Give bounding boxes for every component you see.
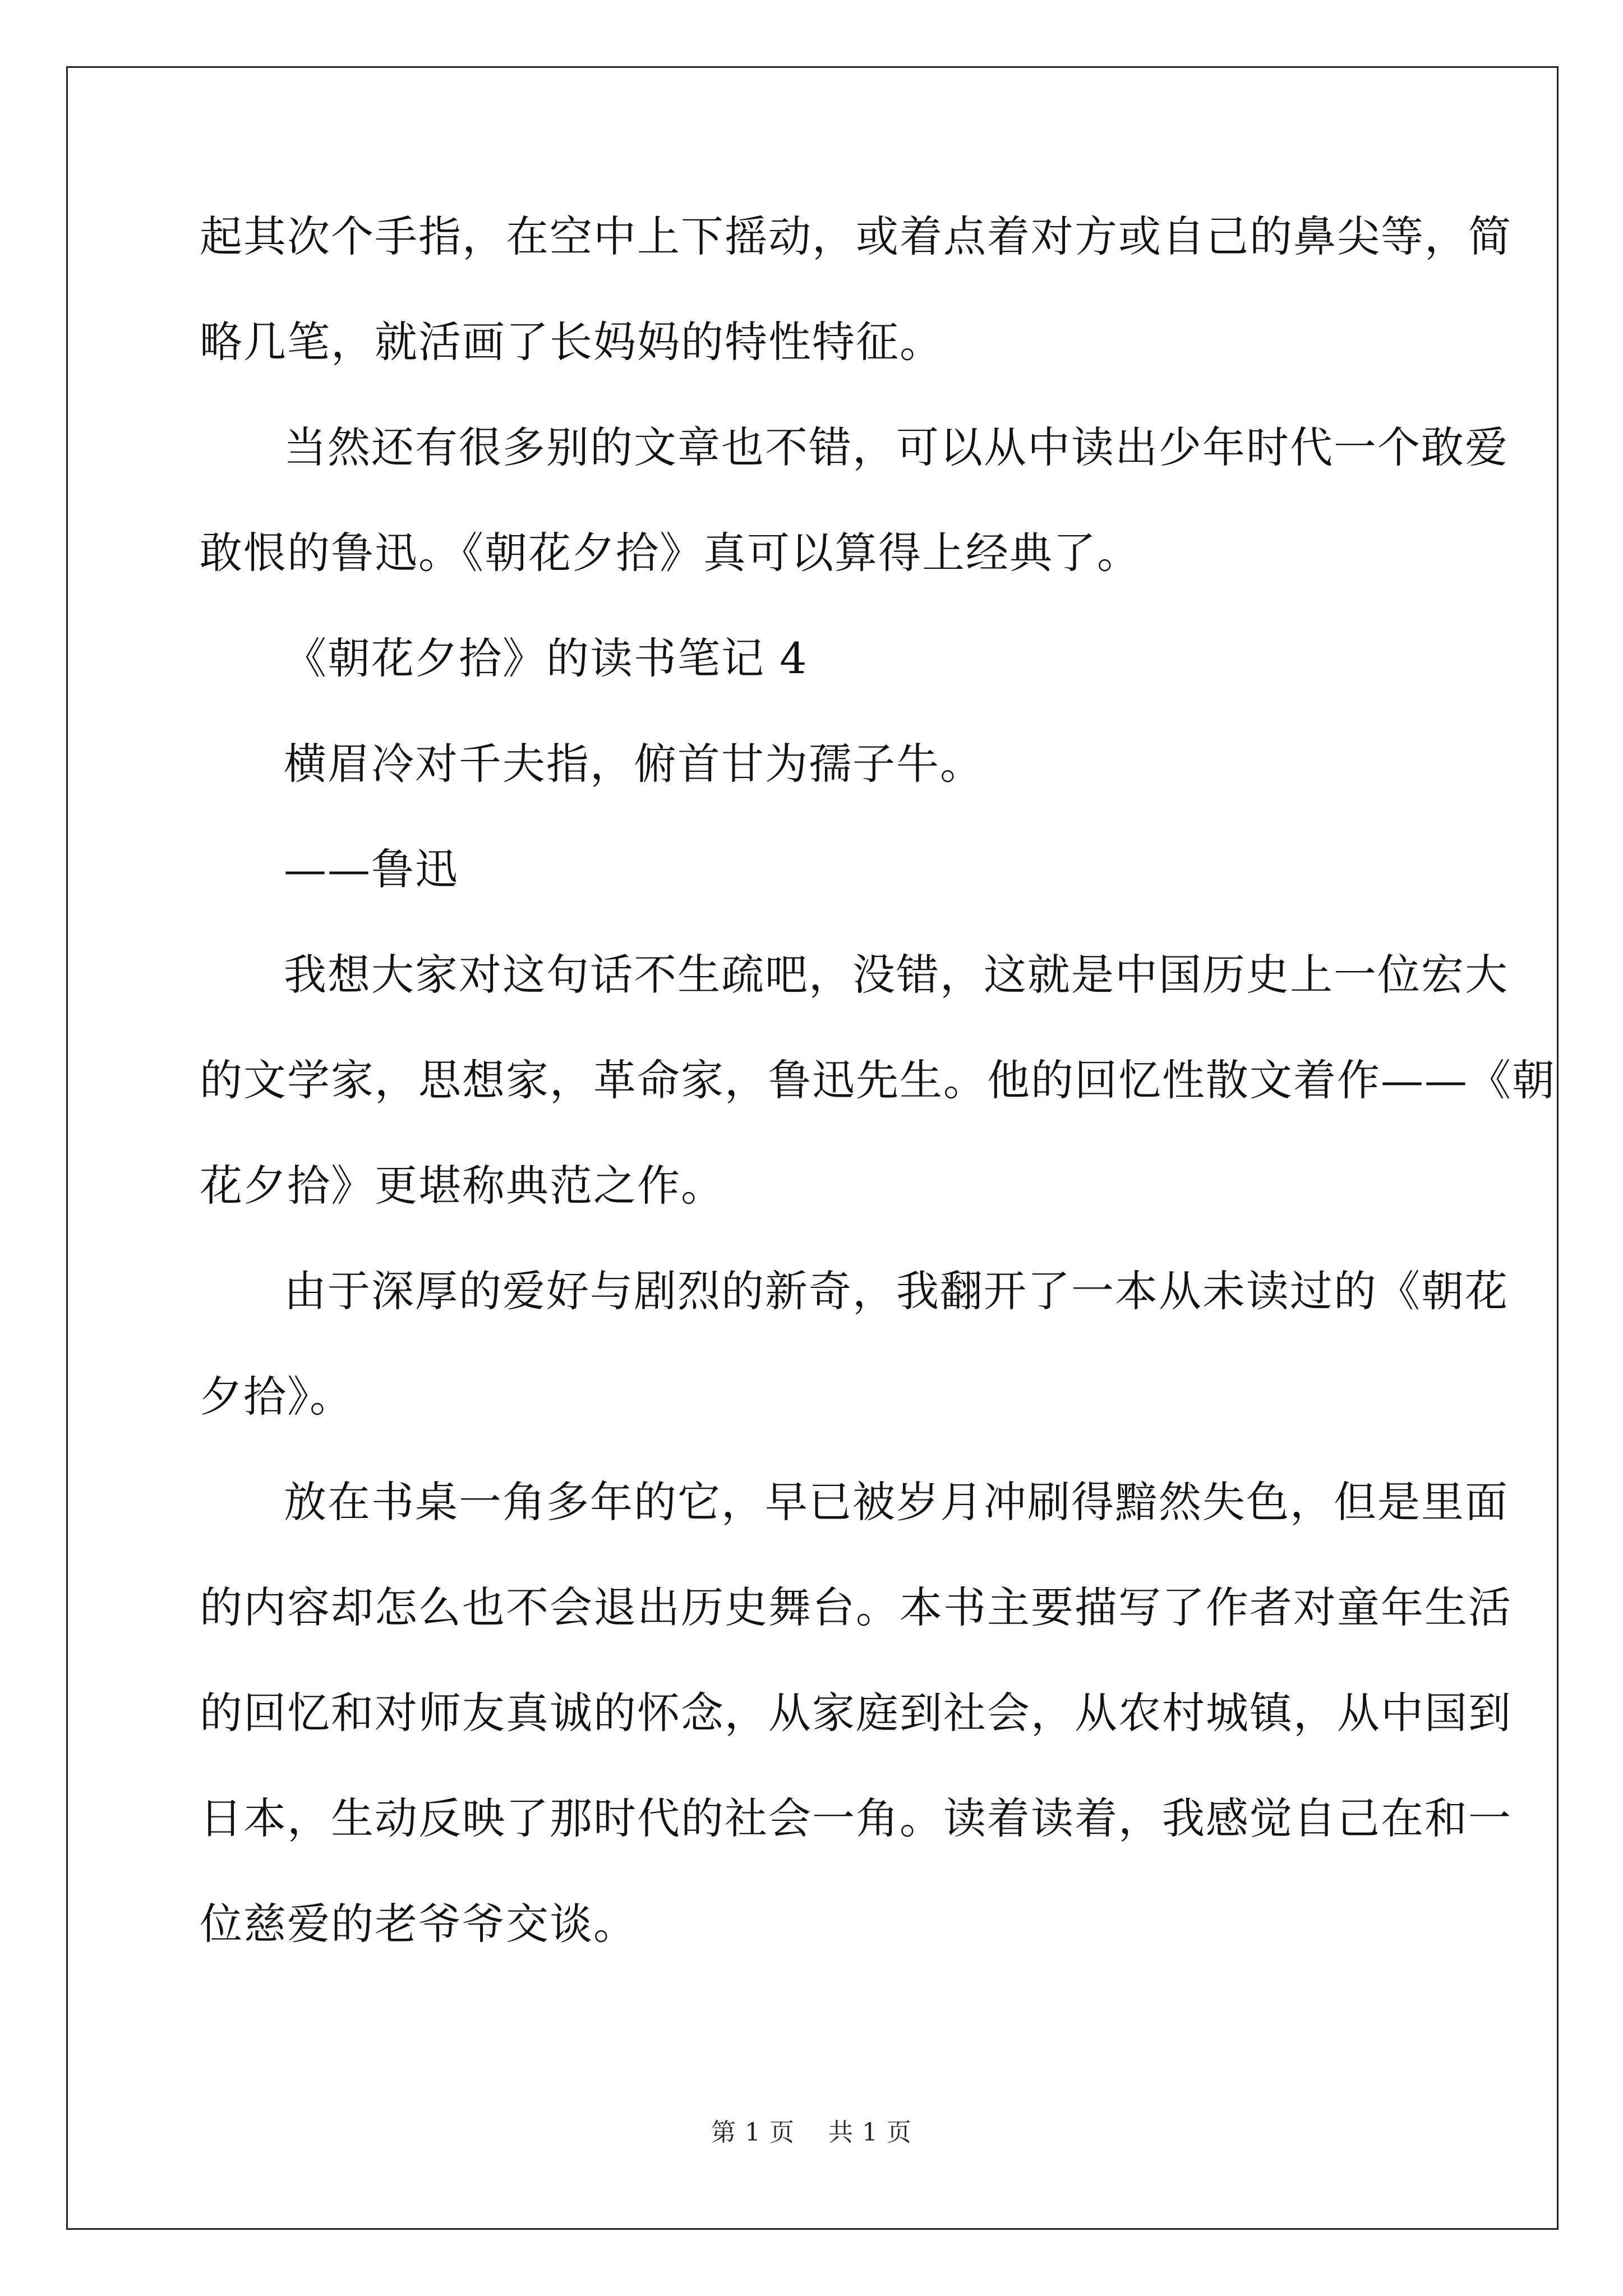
page-total: 共 1 页 [828, 2118, 912, 2147]
text-line: 的文学家，思想家，革命家，鲁迅先生。他的回忆性散文着作——《朝 [200, 1055, 1556, 1105]
paragraph-first-line: 由于深厚的爱好与剧烈的新奇，我翻开了一本从未读过的《朝花 [284, 1266, 1509, 1316]
text-line: 敢恨的鲁迅。《朝花夕拾》真可以算得上经典了。 [200, 528, 1141, 578]
text-line: 的内容却怎么也不会退出历史舞台。本书主要描写了作者对童年生活 [200, 1582, 1512, 1632]
quote-attribution: ——鲁迅 [284, 844, 459, 894]
text-line: 日本，生动反映了那时代的社会一角。读着读着，我感觉自己在和一 [200, 1793, 1512, 1843]
paragraph-first-line: 放在书桌一角多年的它，早已被岁月冲刷得黯然失色，但是里面 [284, 1477, 1509, 1527]
text-line: 略几笔，就活画了长妈妈的特性特征。 [200, 317, 943, 367]
paragraph-first-line: 当然还有很多别的文章也不错，可以从中读出少年时代一个敢爱 [284, 422, 1509, 472]
text-line: 位慈爱的老爷爷交谈。 [200, 1899, 637, 1949]
page-number: 第 1 页 [711, 2118, 795, 2147]
text-line: 夕拾》。 [200, 1372, 353, 1421]
text-line: 花夕拾》更堪称典范之作。 [200, 1161, 725, 1211]
paragraph-first-line: 我想大家对这句话不生疏吧，没错，这就是中国历史上一位宏大 [284, 950, 1509, 1000]
text-line: 起其次个手指，在空中上下摇动，或着点着对方或自己的鼻尖等，简 [200, 211, 1512, 261]
text-line: 的回忆和对师友真诚的怀念，从家庭到社会，从农村城镇，从中国到 [200, 1688, 1512, 1738]
section-heading: 《朝花夕拾》的读书笔记 4 [284, 633, 808, 683]
quote-line: 横眉冷对千夫指，俯首甘为孺子牛。 [284, 739, 984, 789]
footer-gap [795, 2118, 828, 2147]
page-footer [0, 2116, 1623, 2150]
